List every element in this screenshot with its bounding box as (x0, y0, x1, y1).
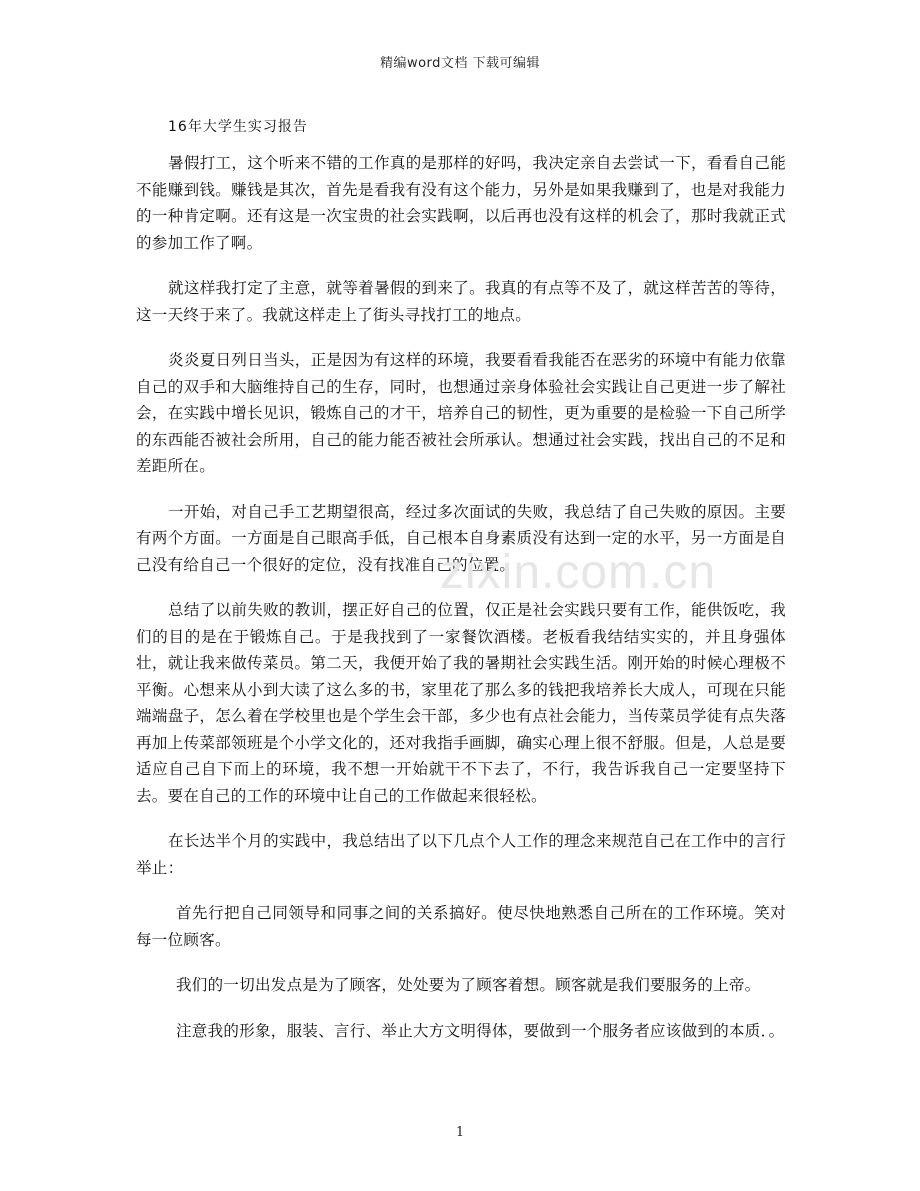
document-body (136, 150, 786, 1063)
paragraph: 我们的一切出发点是为了顾客，处处要为了顾客着想。顾客就是我们要服务的上帝。 (176, 976, 761, 994)
paragraph: 在长达半个月的实践中，我总结出了以下几点个人工作的理念来规范自己在工作中的言行举止： (136, 832, 786, 877)
document-title: 16年大学生实习报告 (168, 119, 308, 135)
paragraph: 首先行把自己同领导和同事之间的关系搞好。使尽快地熟悉自己所在的工作环境。笑对每一位顾客。 (136, 904, 786, 949)
paragraph: 暑假打工，这个听来不错的工作真的是那样的好吗，我决定亲自去尝试一下，看看自己能不能赚到钱。赚钱是其次，首先是看我有没有这个能力，另外是如果我赚到了，也是对我能力的一种肯定啊。还有这是一次宝贵的社会实践啊，以后再也没有这样的机会了，那时我就正式的参加工作了啊。 (136, 154, 786, 252)
paragraph: 注意我的形象，服装、言行、举止大方文明得体，要做到一个服务者应该做到的本质．。 (176, 1021, 785, 1040)
paragraph: 炎炎夏日列日当头，正是因为有这样的环境，我要看看我能否在恶劣的环境中有能力依靠自己的双手和大脑维持自己的生存，同时，也想通过亲身体验社会实践让自己更进一步了解社会，在实践中增长见识，锻炼自己的才干，培养自己的韧性，更为重要的是检验一下自己所学的东西能否被社会所用，自己的能力能否被社会所承认。想通过社会实践，找出自己的不足和差距所在。 (136, 351, 786, 475)
watermark: zixin.com.cn (440, 546, 717, 599)
page-number: 1 (455, 1125, 465, 1140)
paragraph: 总结了以前失败的教训，摆正好自己的位置，仅正是社会实践只要有工作，能供饭吃，我们的目的是在于锻炼自己。于是我找到了一家餐饮酒楼。老板看我结结实实的，并且身强体壮，就让我来做传菜员。第二天，我便开始了我的暑期社会实践生活。刚开始的时候心理极不平衡。心想来从小到大读了这么多的书，家里花了那么多的钱把我培养长大成人，可现在只能端端盘子，怎么着在学校里也是个学生会干部，多少也有点社会能力，当传菜员学徒有点失落再加上传菜部领班是个小学文化的，还对我指手画脚，确实心理上很不舒服。但是，人总是要适应自己自下而上的环境，我不想一开始就干不下去了，不行，我告诉我自己一定要坚持下去。要在自己的工作的环境中让自己的工作做起来很轻松。 (136, 601, 786, 805)
paragraph: 一开始，对自己手工艺期望很高，经过多次面试的失败，我总结了自己失败的原因。主要有两个方面。一方面是自己眼高手低，自己根本自身素质没有达到一定的水平，另一方面是自己没有给自己一个很好的定位，没有找准自己的位置。 (136, 502, 786, 574)
page-header: 精编word文档 下载可编辑 (379, 56, 541, 71)
paragraph: 就这样我打定了主意，就等着暑假的到来了。我真的有点等不及了，就这样苦苦的等待，这一天终于来了。我就这样走上了街头寻找打工的地点。 (136, 279, 786, 324)
